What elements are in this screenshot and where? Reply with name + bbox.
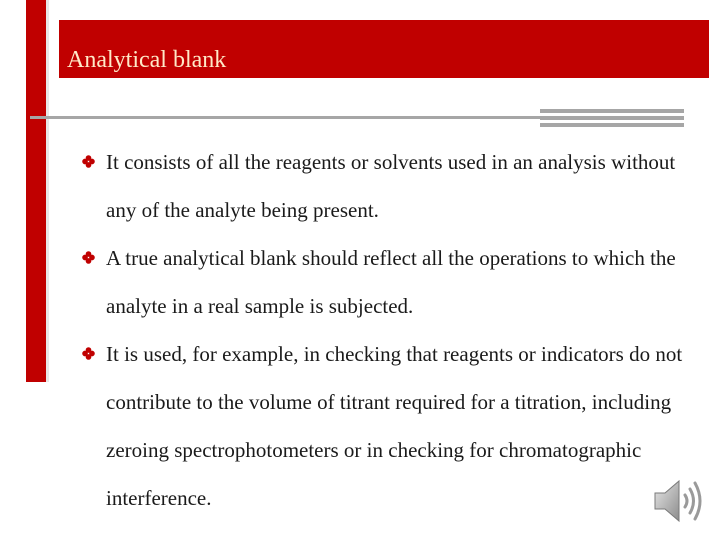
stripe (540, 116, 684, 120)
bullet-text: It is used, for example, in checking that reagents or indicators do not contribute to the volume of titrant required for a titration, including zeroing spectrophotometers or in checking for chromatographic interference. (106, 342, 683, 510)
slide-title: Analytical blank (67, 47, 227, 73)
bullet-text: It consists of all the reagents or solvents used in an analysis without any of the analyte being present. (106, 150, 676, 222)
speaker-icon[interactable] (651, 475, 707, 527)
list-item (82, 138, 702, 234)
stripe (540, 109, 684, 113)
stripe (540, 123, 684, 127)
list-item (82, 234, 702, 330)
list-item (82, 330, 702, 522)
left-accent-bar (26, 0, 46, 382)
title-underline-rule (30, 116, 540, 119)
bullet-text: A true analytical blank should reflect all the operations to which the analyte in a real sample is subjected. (106, 246, 676, 318)
diamond-bullet-icon (82, 251, 95, 264)
left-accent-shadow (46, 0, 49, 382)
decorative-stripes (540, 109, 684, 127)
diamond-bullet-icon (82, 347, 95, 360)
diamond-bullet-icon (82, 155, 95, 168)
bullet-list (82, 138, 702, 522)
